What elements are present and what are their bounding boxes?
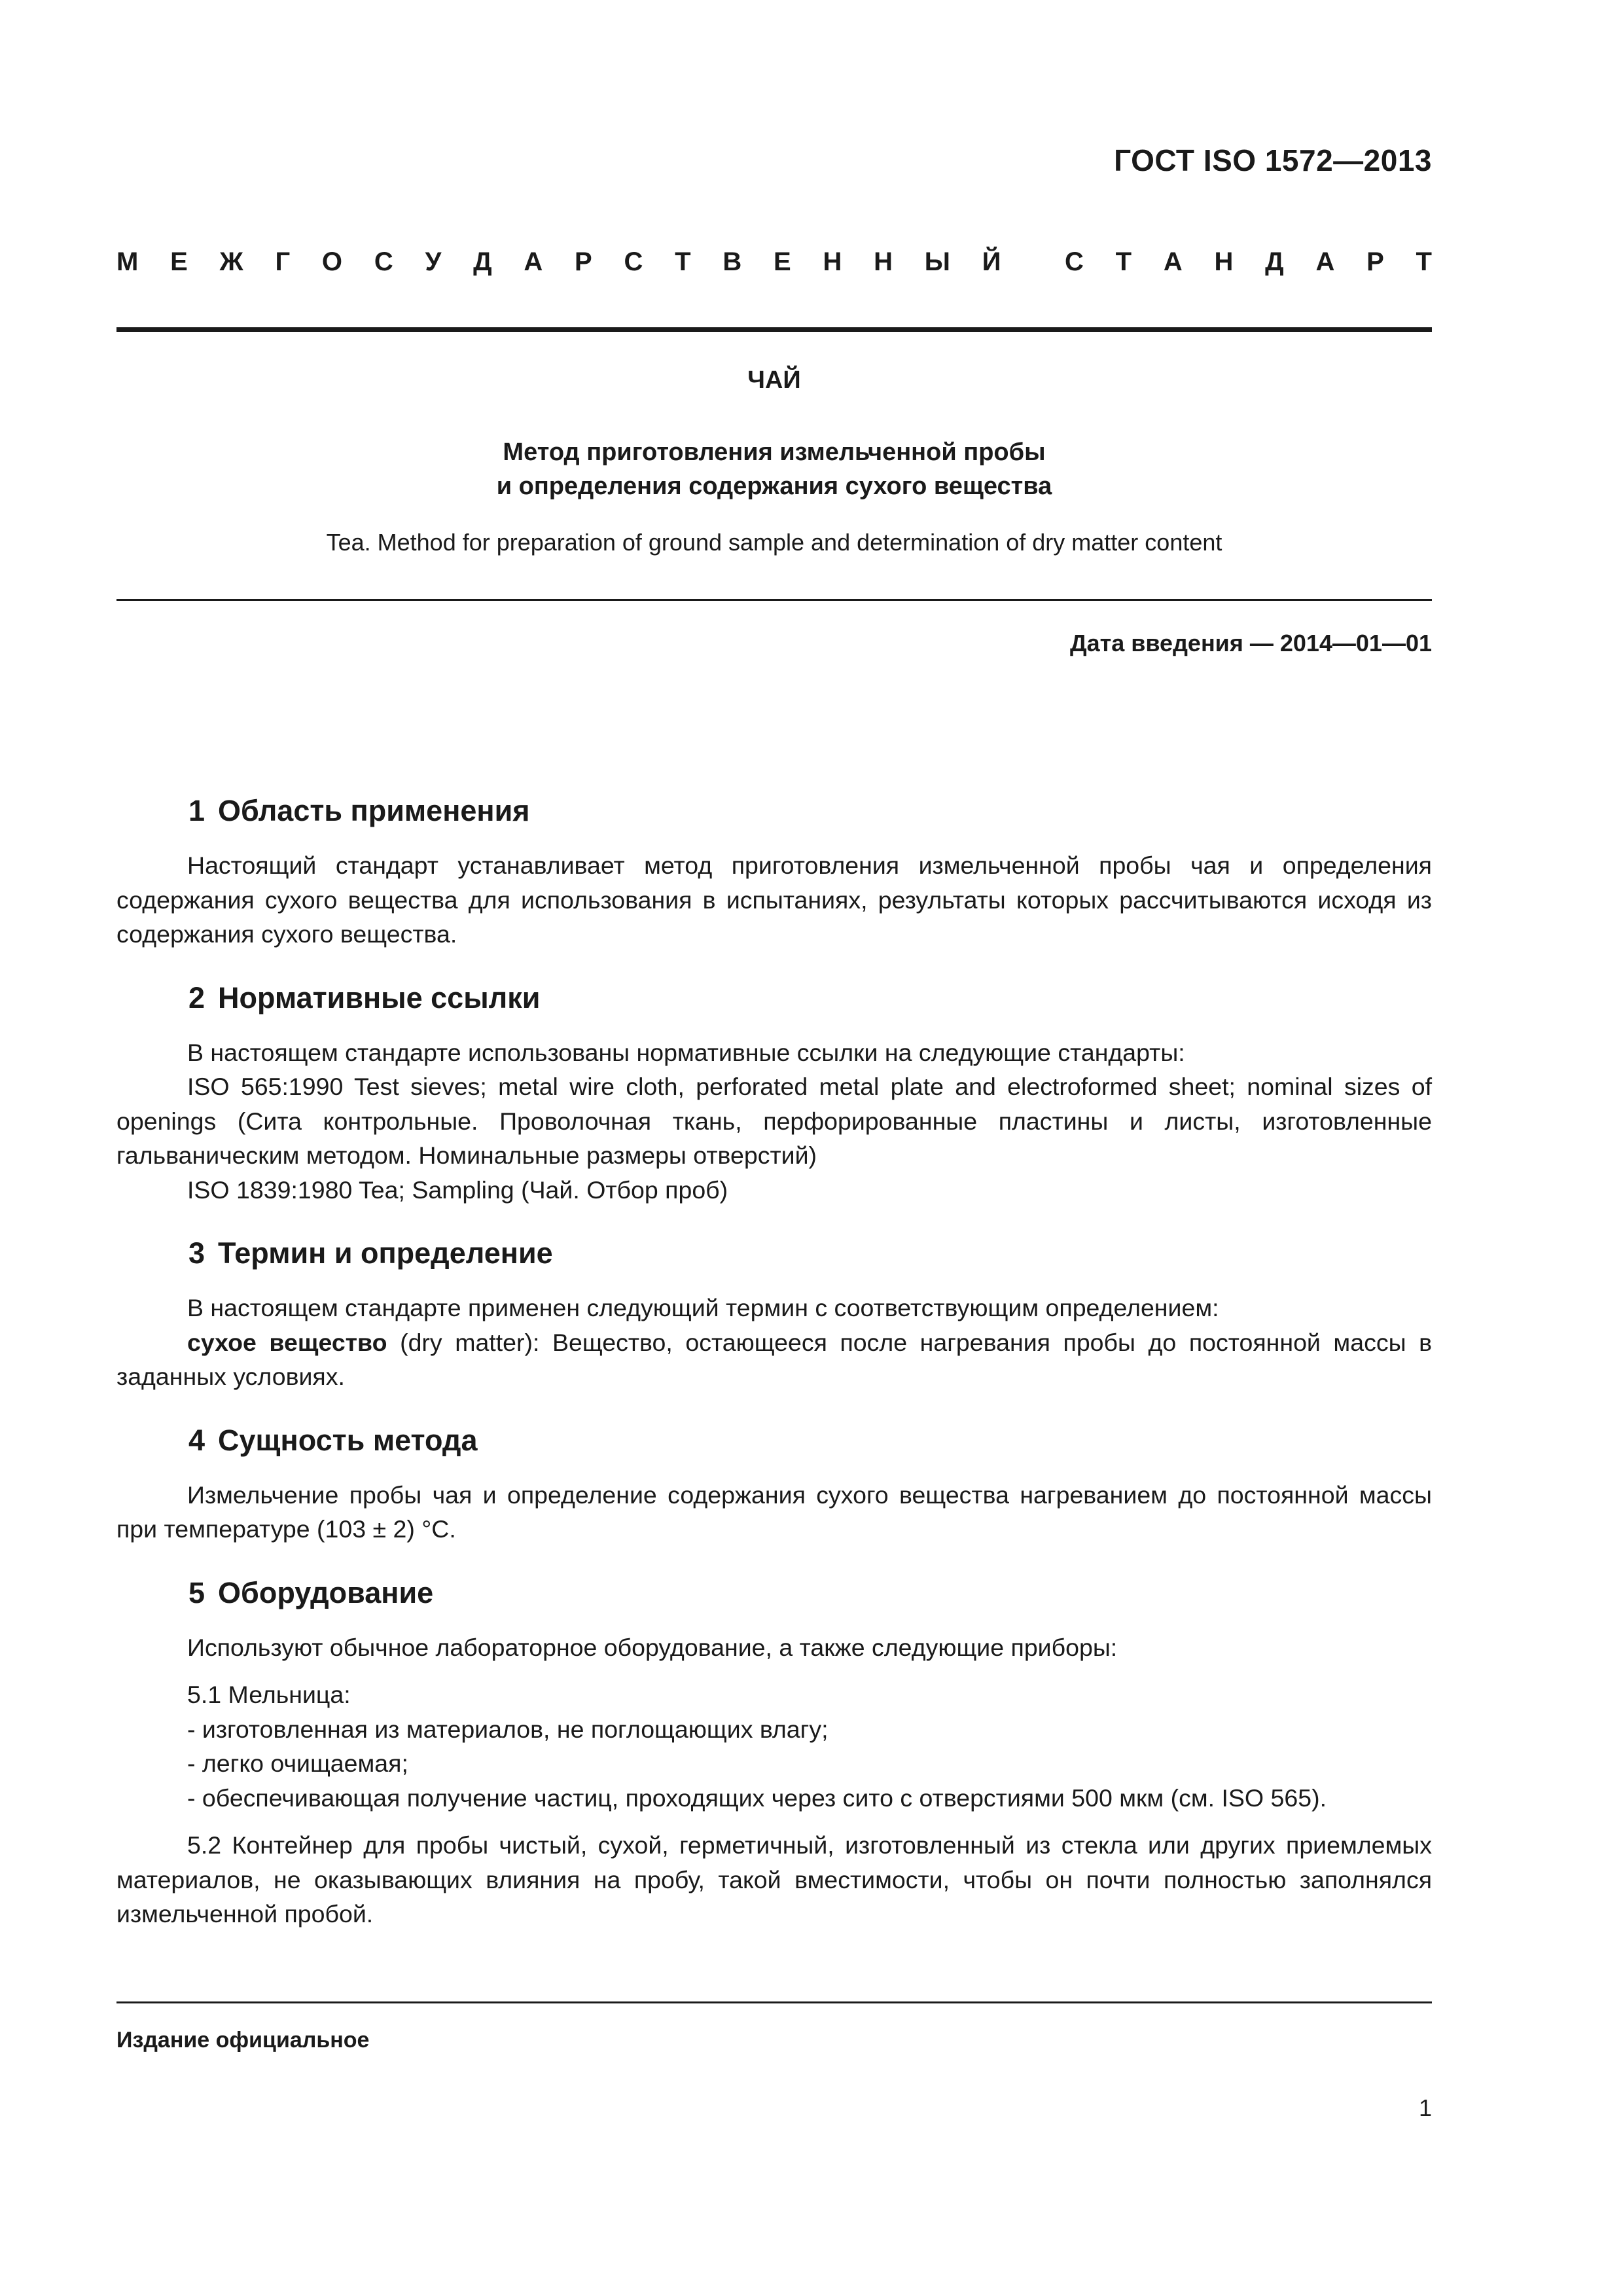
introduction-date: Дата введения — 2014—01—01 [1069, 630, 1432, 656]
section-3-definition [116, 1325, 1432, 1394]
section-2-heading [116, 979, 1432, 1017]
subtitle-line-2: и определения содержания сухого вещества [496, 473, 1052, 500]
heading-letter: Т [675, 247, 691, 276]
item-5-1-line: - обеспечивающая получение частиц, проходящих через сито с отверстиями 500 мкм (см. ISO 565). [187, 1784, 1327, 1812]
heading-letter: А [1315, 247, 1335, 276]
heading-letter: Д [473, 247, 492, 276]
heading-letter: Ж [219, 247, 243, 276]
item-5-1-line: - легко очищаемая; [187, 1749, 408, 1777]
interstate-standard-heading [116, 247, 1432, 277]
section-4-paragraph: Измельчение пробы чая и определение содержания сухого вещества нагреванием до постоянной массы при температуре (103 ± 2) °С. [116, 1480, 1432, 1543]
section-title: Термин и определение [218, 1236, 553, 1270]
english-title: Tea. Method for preparation of ground sample and determination of dry matter content [326, 529, 1222, 556]
section-5-heading [116, 1574, 1432, 1612]
page-number: 1 [1418, 2094, 1432, 2121]
section-3-heading [116, 1234, 1432, 1272]
heading-letter: А [524, 247, 543, 276]
heading-letter: Й [982, 247, 1001, 276]
document-title: ЧАЙ [747, 367, 801, 394]
item-5-1-title: 5.1 Мельница: [187, 1681, 351, 1708]
definition-text: (dry matter): Вещество, остающееся после нагревания пробы до постоянной массы в заданных условиях. [116, 1328, 1432, 1390]
item-5-2: 5.2 Контейнер для пробы чистый, сухой, герметичный, изготовленный из стекла или других приемлемых материалов, не оказывающих влияния на пробу, такой вместимости, чтобы он почти полностью заполнялся измельченной пробой. [116, 1831, 1432, 1928]
heading-letter: У [425, 247, 442, 276]
heading-letter: Р [1366, 247, 1384, 276]
heading-letter: С [374, 247, 393, 276]
heading-letter: Ы [924, 247, 950, 276]
header-rule [116, 327, 1432, 332]
section-number: 5 [188, 1575, 205, 1609]
section-title: Область применения [218, 794, 530, 827]
heading-letter: Р [575, 247, 592, 276]
section-1-heading [116, 792, 1432, 830]
heading-letter: С [624, 247, 643, 276]
section-title: Сущность метода [218, 1423, 478, 1457]
defined-term: сухое вещество [187, 1328, 387, 1356]
section-number: 2 [188, 980, 205, 1014]
section-3-paragraph-1: В настоящем стандарте применен следующий термин с соответствующим определением: [187, 1294, 1219, 1321]
section-2-paragraph-1: В настоящем стандарте использованы нормативные ссылки на следующие стандарты: [187, 1038, 1185, 1066]
heading-letter: В [722, 247, 742, 276]
heading-letter: Н [1214, 247, 1234, 276]
section-number: 1 [188, 794, 205, 827]
footer-rule [116, 2001, 1432, 2003]
section-number: 3 [188, 1236, 205, 1270]
heading-letter: М [116, 247, 139, 276]
document-subtitle [116, 435, 1432, 503]
section-5-paragraph: Используют обычное лабораторное оборудование, а также следующие приборы: [187, 1633, 1118, 1661]
heading-letter: Н [823, 247, 842, 276]
heading-letter: Н [874, 247, 893, 276]
heading-letter: Т [1115, 247, 1132, 276]
section-2-reference-iso565: ISO 565:1990 Test sieves; metal wire cloth, perforated metal plate and electroformed sheet; nominal sizes of openings (Сита контрольные. Проволочная ткань, перфорированные пластины и листы, изготовленные гальваническим методом. Номинальные размеры отверстий) [116, 1073, 1432, 1169]
heading-letter: Г [275, 247, 291, 276]
heading-letter: С [1065, 247, 1084, 276]
title-rule [116, 599, 1432, 601]
heading-letter: Д [1265, 247, 1284, 276]
official-edition-label: Издание официальное [116, 2028, 370, 2053]
heading-letter: Е [774, 247, 791, 276]
heading-letter: Е [170, 247, 188, 276]
subtitle-line-1: Метод приготовления измельченной пробы [503, 439, 1046, 466]
section-1-paragraph: Настоящий стандарт устанавливает метод приготовления измельченной пробы чая и определения содержания сухого вещества для использования в испытаниях, результаты которых рассчитываются исходя из содержания сухого вещества. [116, 852, 1432, 948]
section-title: Нормативные ссылки [218, 980, 541, 1014]
heading-letter: Т [1416, 247, 1432, 276]
section-4-heading [116, 1422, 1432, 1460]
section-title: Оборудование [218, 1575, 434, 1609]
section-2-reference-iso1839: ISO 1839:1980 Tea; Sampling (Чай. Отбор проб) [187, 1175, 728, 1204]
heading-letter: А [1163, 247, 1183, 276]
document-body [116, 792, 1432, 1931]
section-number: 4 [188, 1423, 205, 1457]
item-5-1-line: - изготовленная из материалов, не поглощающих влагу; [187, 1715, 829, 1743]
document-code: ГОСТ ISO 1572—2013 [1114, 143, 1432, 177]
heading-letter: О [321, 247, 343, 276]
